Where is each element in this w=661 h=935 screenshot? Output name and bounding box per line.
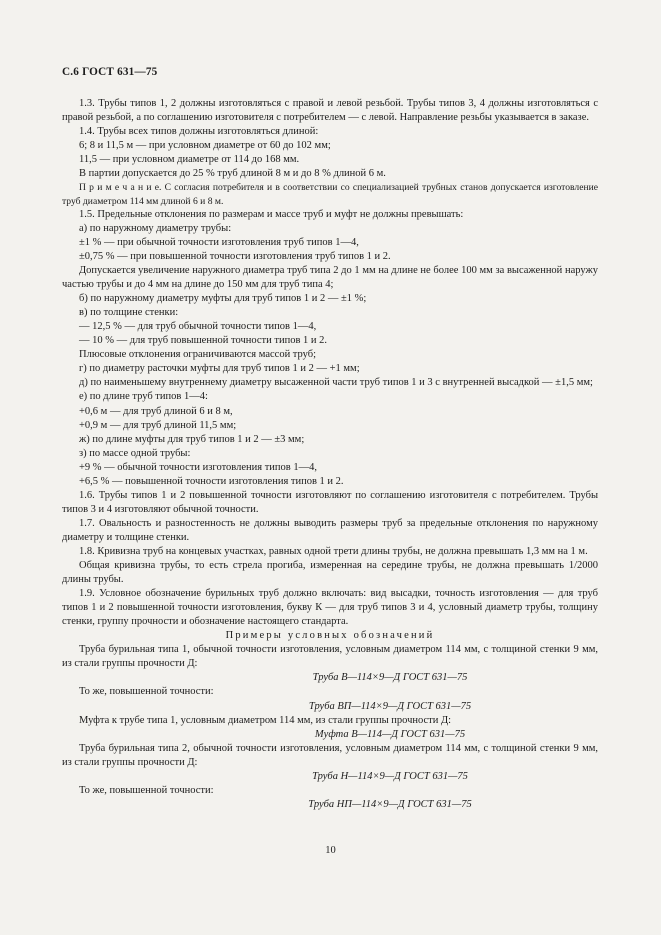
page-header: С.6 ГОСТ 631—75: [62, 66, 158, 78]
paragraph: В партии допускается до 25 % труб длиной 8 м и до 8 % длиной 6 м.: [79, 168, 386, 180]
paragraph: 1.6. Трубы типов 1 и 2 повышенной точности изготовляют по соглашению изготовителя с потребителем. Трубы типов 3 и 4 изготовляют обычной точности.: [62, 489, 598, 515]
paragraph: 1.8. Кривизна труб на концевых участках, равных одной трети длины трубы, не должна превышать 1,3 мм на 1 м.: [79, 546, 588, 557]
designation-formula: Труба НП—114×9—Д ГОСТ 631—75: [308, 798, 472, 810]
paragraph: г) по диаметру расточки муфты для труб типов 1 и 2 — +1 мм;: [79, 363, 360, 375]
paragraph: 1.5. Предельные отклонения по размерам и массе труб и муфт не должны превышать:: [79, 208, 464, 220]
paragraph: д) по наименьшему внутреннему диаметру высаженной части труб типов 1 и 3 с внутренней высадкой — ±1,5 мм;: [79, 377, 593, 389]
paragraph: +9 % — обычной точности изготовления типов 1—4,: [79, 461, 317, 473]
paragraph: б) по наружному диаметру муфты для труб типов 1 и 2 — ±1 %;: [79, 293, 367, 305]
paragraph: — 12,5 % — для труб обычной точности типов 1—4,: [79, 321, 317, 333]
paragraph: 1.7. Овальность и разностенность не должны выводить размеры труб за предельные отклонения по наружному диаметру и толщине стенки.: [62, 517, 598, 543]
paragraph: е) по длине труб типов 1—4:: [79, 391, 208, 403]
paragraph: 1.9. Условное обозначение бурильных труб должно включать: вид высадки, точность изготовления — для труб типов 1 и 2 повышенной точности изготовления, букву К — для труб типов 3 и 4, условный диаметр трубы, толщину стенки, группу прочности и обозначение настоящего стандарта.: [62, 588, 598, 628]
paragraph: а) по наружному диаметру трубы:: [79, 222, 232, 234]
paragraph: Плюсовые отклонения ограничиваются массой труб;: [79, 349, 317, 361]
designation-formula: Муфта В—114—Д ГОСТ 631—75: [314, 728, 466, 740]
paragraph: 1.3. Трубы типов 1, 2 должны изготовляться с правой и левой резьбой. Трубы типов 3, 4 должны изготовляться с правой резьбой, а по соглашению изготовителя с потребителем — с левой. Направление резьбы указывается в заказе.: [62, 98, 598, 124]
paragraph: +6,5 % — повышенной точности изготовления типов 1 и 2.: [79, 475, 344, 487]
designation-formula: Труба Н—114×9—Д ГОСТ 631—75: [312, 770, 468, 782]
paragraph: в) по толщине стенки:: [79, 307, 179, 319]
paragraph: Допускается увеличение наружного диаметра труб типа 2 до 1 мм на длине не более 100 мм за высаженной наружу частью трубы и до 4 мм на длине до 150 мм для труб типа 4;: [62, 265, 598, 291]
designation-formula: Труба В—114×9—Д ГОСТ 631—75: [312, 672, 468, 684]
paragraph: +0,6 м — для труб длиной 6 и 8 м,: [79, 405, 233, 417]
section-heading: Примеры условных обозначений: [225, 630, 435, 642]
paragraph: Муфта к трубе типа 1, условным диаметром 114 мм, из стали группы прочности Д:: [79, 714, 452, 726]
paragraph: ж) по длине муфты для труб типов 1 и 2 — ±3 мм;: [79, 433, 305, 445]
paragraph: +0,9 м — для труб длиной 11,5 мм;: [79, 419, 237, 431]
paragraph: Общая кривизна трубы, то есть стрела прогиба, измеренная на середине трубы, не должна превышать 1/2000 длины трубы.: [62, 560, 598, 586]
paragraph: То же, повышенной точности:: [79, 686, 214, 698]
paragraph: ±0,75 % — при повышенной точности изготовления труб типов 1 и 2.: [79, 251, 391, 263]
designation-formula: Труба ВП—114×9—Д ГОСТ 631—75: [308, 700, 472, 712]
paragraph: з) по массе одной трубы:: [79, 447, 191, 459]
paragraph: — 10 % — для труб повышенной точности типов 1 и 2.: [79, 335, 328, 347]
paragraph: Труба бурильная типа 1, обычной точности изготовления, условным диаметром 114 мм, с толщиной стенки 9 мм, из стали группы прочности Д:: [62, 644, 598, 670]
paragraph: ±1 % — при обычной точности изготовления труб типов 1—4,: [79, 236, 359, 248]
page-number: 10: [325, 845, 336, 856]
paragraph: 6; 8 и 11,5 м — при условном диаметре от 60 до 102 мм;: [79, 140, 331, 152]
paragraph: 11,5 — при условном диаметре от 114 до 168 мм.: [79, 154, 300, 166]
note-paragraph: П р и м е ч а н и е. С согласия потребителя и в соответствии со специализацией трубных станов допускается изготовление труб диаметром 114 мм длиной 6 и 8 м.: [62, 182, 598, 207]
paragraph: 1.4. Трубы всех типов должны изготовляться длиной:: [79, 126, 319, 138]
paragraph: Труба бурильная типа 2, обычной точности изготовления, условным диаметром 114 мм, с толщиной стенки 9 мм, из стали группы прочности Д:: [62, 742, 598, 768]
body-text: [62, 97, 598, 812]
paragraph: То же, повышенной точности:: [79, 784, 214, 796]
